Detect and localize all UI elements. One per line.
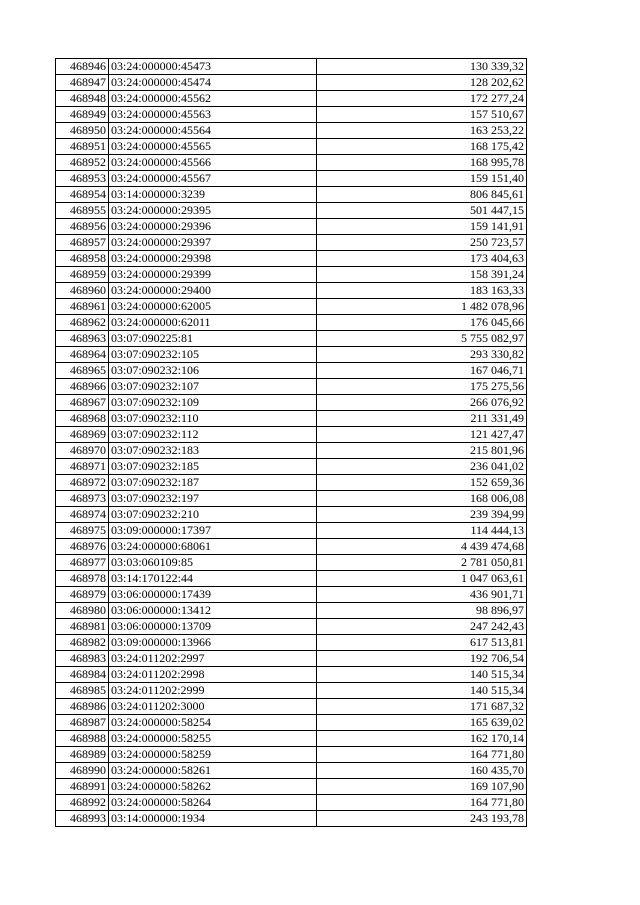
row-number-cell: 468987: [56, 715, 109, 731]
cadastral-number-cell: 03:24:000000:29399: [109, 267, 317, 283]
table-row: [56, 715, 527, 731]
table-row: [56, 267, 527, 283]
row-number-cell: 468966: [56, 379, 109, 395]
table-row: [56, 699, 527, 715]
cadastral-number-cell: 03:24:000000:45564: [109, 123, 317, 139]
table-row: [56, 187, 527, 203]
cadastral-value-cell: 168 175,42: [317, 139, 527, 155]
row-number-cell: 468952: [56, 155, 109, 171]
cadastral-value-cell: 159 151,40: [317, 171, 527, 187]
table-row: [56, 635, 527, 651]
cadastral-value-cell: 293 330,82: [317, 347, 527, 363]
table-row: [56, 139, 527, 155]
row-number-cell: 468991: [56, 779, 109, 795]
cadastral-number-cell: 03:24:000000:45566: [109, 155, 317, 171]
row-number-cell: 468988: [56, 731, 109, 747]
table-row: [56, 235, 527, 251]
table-row: [56, 331, 527, 347]
cadastral-value-cell: 172 277,24: [317, 91, 527, 107]
cadastral-value-cell: 152 659,36: [317, 475, 527, 491]
cadastral-number-cell: 03:24:000000:62011: [109, 315, 317, 331]
row-number-cell: 468947: [56, 75, 109, 91]
table-row: [56, 555, 527, 571]
row-number-cell: 468955: [56, 203, 109, 219]
table-row: [56, 779, 527, 795]
cadastral-number-cell: 03:24:000000:58264: [109, 795, 317, 811]
cadastral-number-cell: 03:24:000000:29398: [109, 251, 317, 267]
row-number-cell: 468962: [56, 315, 109, 331]
cadastral-value-cell: 176 045,66: [317, 315, 527, 331]
row-number-cell: 468948: [56, 91, 109, 107]
row-number-cell: 468983: [56, 651, 109, 667]
cadastral-value-cell: 501 447,15: [317, 203, 527, 219]
cadastral-number-cell: 03:24:011202:3000: [109, 699, 317, 715]
cadastral-number-cell: 03:07:090232:105: [109, 347, 317, 363]
cadastral-value-cell: 121 427,47: [317, 427, 527, 443]
row-number-cell: 468980: [56, 603, 109, 619]
cadastral-value-cell: 165 639,02: [317, 715, 527, 731]
cadastral-number-cell: 03:07:090232:110: [109, 411, 317, 427]
row-number-cell: 468954: [56, 187, 109, 203]
cadastral-value-cell: 239 394,99: [317, 507, 527, 523]
cadastral-value-cell: 175 275,56: [317, 379, 527, 395]
cadastral-value-cell: 243 193,78: [317, 811, 527, 827]
cadastral-number-cell: 03:24:000000:45473: [109, 59, 317, 75]
cadastral-number-cell: 03:14:000000:3239: [109, 187, 317, 203]
row-number-cell: 468953: [56, 171, 109, 187]
table-row: [56, 363, 527, 379]
cadastral-value-cell: 211 331,49: [317, 411, 527, 427]
row-number-cell: 468990: [56, 763, 109, 779]
cadastral-number-cell: 03:24:000000:58255: [109, 731, 317, 747]
cadastral-number-cell: 03:24:000000:45565: [109, 139, 317, 155]
row-number-cell: 468984: [56, 667, 109, 683]
table-row: [56, 475, 527, 491]
table-row: [56, 395, 527, 411]
cadastral-value-cell: 247 242,43: [317, 619, 527, 635]
row-number-cell: 468979: [56, 587, 109, 603]
table-row: [56, 219, 527, 235]
row-number-cell: 468972: [56, 475, 109, 491]
cadastral-value-cell: 1 482 078,96: [317, 299, 527, 315]
cadastral-value-cell: 169 107,90: [317, 779, 527, 795]
row-number-cell: 468968: [56, 411, 109, 427]
cadastral-value-cell: 5 755 082,97: [317, 331, 527, 347]
table-row: [56, 683, 527, 699]
row-number-cell: 468949: [56, 107, 109, 123]
table-row: [56, 283, 527, 299]
cadastral-value-cell: 114 444,13: [317, 523, 527, 539]
cadastral-number-cell: 03:24:000000:45474: [109, 75, 317, 91]
cadastral-value-cell: 140 515,34: [317, 683, 527, 699]
table-row: [56, 203, 527, 219]
cadastral-number-cell: 03:24:000000:58262: [109, 779, 317, 795]
row-number-cell: 468975: [56, 523, 109, 539]
table-row: [56, 75, 527, 91]
row-number-cell: 468978: [56, 571, 109, 587]
row-number-cell: 468957: [56, 235, 109, 251]
table-row: [56, 251, 527, 267]
cadastral-number-cell: 03:07:090225:81: [109, 331, 317, 347]
cadastral-number-cell: 03:24:000000:68061: [109, 539, 317, 555]
table-row: [56, 587, 527, 603]
cadastral-value-cell: 266 076,92: [317, 395, 527, 411]
cadastral-number-cell: 03:07:090232:107: [109, 379, 317, 395]
row-number-cell: 468963: [56, 331, 109, 347]
cadastral-number-cell: 03:07:090232:183: [109, 443, 317, 459]
cadastral-number-cell: 03:07:090232:109: [109, 395, 317, 411]
cadastral-value-cell: 98 896,97: [317, 603, 527, 619]
cadastral-value-cell: 2 781 050,81: [317, 555, 527, 571]
table-row: [56, 411, 527, 427]
table-row: [56, 171, 527, 187]
cadastral-value-cell: 164 771,80: [317, 795, 527, 811]
row-number-cell: 468946: [56, 59, 109, 75]
cadastral-value-cell: 236 041,02: [317, 459, 527, 475]
cadastral-value-cell: 4 439 474,68: [317, 539, 527, 555]
cadastral-number-cell: 03:06:000000:13709: [109, 619, 317, 635]
cadastral-value-cell: 167 046,71: [317, 363, 527, 379]
cadastral-number-cell: 03:03:060109:85: [109, 555, 317, 571]
cadastral-number-cell: 03:14:170122:44: [109, 571, 317, 587]
cadastral-value-cell: 140 515,34: [317, 667, 527, 683]
cadastral-value-cell: 168 995,78: [317, 155, 527, 171]
cadastral-number-cell: 03:07:090232:185: [109, 459, 317, 475]
cadastral-value-cell: 164 771,80: [317, 747, 527, 763]
table-row: [56, 667, 527, 683]
row-number-cell: 468950: [56, 123, 109, 139]
table-row: [56, 747, 527, 763]
row-number-cell: 468970: [56, 443, 109, 459]
table-row: [56, 427, 527, 443]
table-body: [56, 59, 527, 827]
table-row: [56, 571, 527, 587]
table-row: [56, 107, 527, 123]
cadastral-number-cell: 03:06:000000:13412: [109, 603, 317, 619]
cadastral-number-cell: 03:24:011202:2998: [109, 667, 317, 683]
cadastral-value-cell: 159 141,91: [317, 219, 527, 235]
row-number-cell: 468992: [56, 795, 109, 811]
row-number-cell: 468973: [56, 491, 109, 507]
cadastral-number-cell: 03:24:000000:29396: [109, 219, 317, 235]
table-row: [56, 507, 527, 523]
cadastral-number-cell: 03:06:000000:17439: [109, 587, 317, 603]
cadastral-number-cell: 03:24:000000:58259: [109, 747, 317, 763]
table-row: [56, 459, 527, 475]
cadastral-number-cell: 03:07:090232:187: [109, 475, 317, 491]
table-row: [56, 491, 527, 507]
row-number-cell: 468964: [56, 347, 109, 363]
table-row: [56, 443, 527, 459]
cadastral-number-cell: 03:09:000000:17397: [109, 523, 317, 539]
cadastral-number-cell: 03:24:000000:58261: [109, 763, 317, 779]
cadastral-value-cell: 158 391,24: [317, 267, 527, 283]
cadastral-number-cell: 03:24:000000:45562: [109, 91, 317, 107]
row-number-cell: 468989: [56, 747, 109, 763]
cadastral-value-table: [55, 58, 527, 827]
row-number-cell: 468986: [56, 699, 109, 715]
table-row: [56, 379, 527, 395]
row-number-cell: 468959: [56, 267, 109, 283]
cadastral-value-cell: 215 801,96: [317, 443, 527, 459]
row-number-cell: 468976: [56, 539, 109, 555]
row-number-cell: 468961: [56, 299, 109, 315]
cadastral-value-cell: 171 687,32: [317, 699, 527, 715]
row-number-cell: 468967: [56, 395, 109, 411]
cadastral-number-cell: 03:07:090232:112: [109, 427, 317, 443]
cadastral-number-cell: 03:07:090232:106: [109, 363, 317, 379]
cadastral-value-cell: 436 901,71: [317, 587, 527, 603]
row-number-cell: 468971: [56, 459, 109, 475]
cadastral-number-cell: 03:09:000000:13966: [109, 635, 317, 651]
cadastral-number-cell: 03:24:011202:2999: [109, 683, 317, 699]
cadastral-value-cell: 130 339,32: [317, 59, 527, 75]
cadastral-number-cell: 03:24:000000:62005: [109, 299, 317, 315]
cadastral-number-cell: 03:24:000000:45567: [109, 171, 317, 187]
table-row: [56, 315, 527, 331]
row-number-cell: 468977: [56, 555, 109, 571]
row-number-cell: 468958: [56, 251, 109, 267]
cadastral-number-cell: 03:07:090232:210: [109, 507, 317, 523]
row-number-cell: 468985: [56, 683, 109, 699]
table-row: [56, 763, 527, 779]
cadastral-number-cell: 03:24:000000:29397: [109, 235, 317, 251]
cadastral-value-cell: 157 510,67: [317, 107, 527, 123]
row-number-cell: 468981: [56, 619, 109, 635]
row-number-cell: 468965: [56, 363, 109, 379]
cadastral-value-cell: 806 845,61: [317, 187, 527, 203]
cadastral-value-cell: 183 163,33: [317, 283, 527, 299]
cadastral-number-cell: 03:24:000000:58254: [109, 715, 317, 731]
cadastral-value-cell: 162 170,14: [317, 731, 527, 747]
table-row: [56, 123, 527, 139]
table-row: [56, 299, 527, 315]
table-row: [56, 347, 527, 363]
row-number-cell: 468974: [56, 507, 109, 523]
row-number-cell: 468956: [56, 219, 109, 235]
cadastral-value-cell: 173 404,63: [317, 251, 527, 267]
table-row: [56, 651, 527, 667]
row-number-cell: 468960: [56, 283, 109, 299]
table-row: [56, 91, 527, 107]
table-row: [56, 155, 527, 171]
cadastral-number-cell: 03:24:000000:45563: [109, 107, 317, 123]
cadastral-number-cell: 03:24:000000:29395: [109, 203, 317, 219]
table-row: [56, 795, 527, 811]
cadastral-value-cell: 128 202,62: [317, 75, 527, 91]
table-row: [56, 523, 527, 539]
row-number-cell: 468951: [56, 139, 109, 155]
cadastral-number-cell: 03:07:090232:197: [109, 491, 317, 507]
cadastral-value-cell: 617 513,81: [317, 635, 527, 651]
cadastral-value-cell: 168 006,08: [317, 491, 527, 507]
cadastral-value-cell: 250 723,57: [317, 235, 527, 251]
cadastral-number-cell: 03:24:011202:2997: [109, 651, 317, 667]
table-row: [56, 811, 527, 827]
table-row: [56, 539, 527, 555]
row-number-cell: 468982: [56, 635, 109, 651]
cadastral-value-cell: 192 706,54: [317, 651, 527, 667]
row-number-cell: 468993: [56, 811, 109, 827]
table-row: [56, 619, 527, 635]
cadastral-value-cell: 160 435,70: [317, 763, 527, 779]
cadastral-value-cell: 163 253,22: [317, 123, 527, 139]
row-number-cell: 468969: [56, 427, 109, 443]
cadastral-value-cell: 1 047 063,61: [317, 571, 527, 587]
table-row: [56, 731, 527, 747]
table-row: [56, 603, 527, 619]
table-row: [56, 59, 527, 75]
cadastral-number-cell: 03:14:000000:1934: [109, 811, 317, 827]
cadastral-number-cell: 03:24:000000:29400: [109, 283, 317, 299]
